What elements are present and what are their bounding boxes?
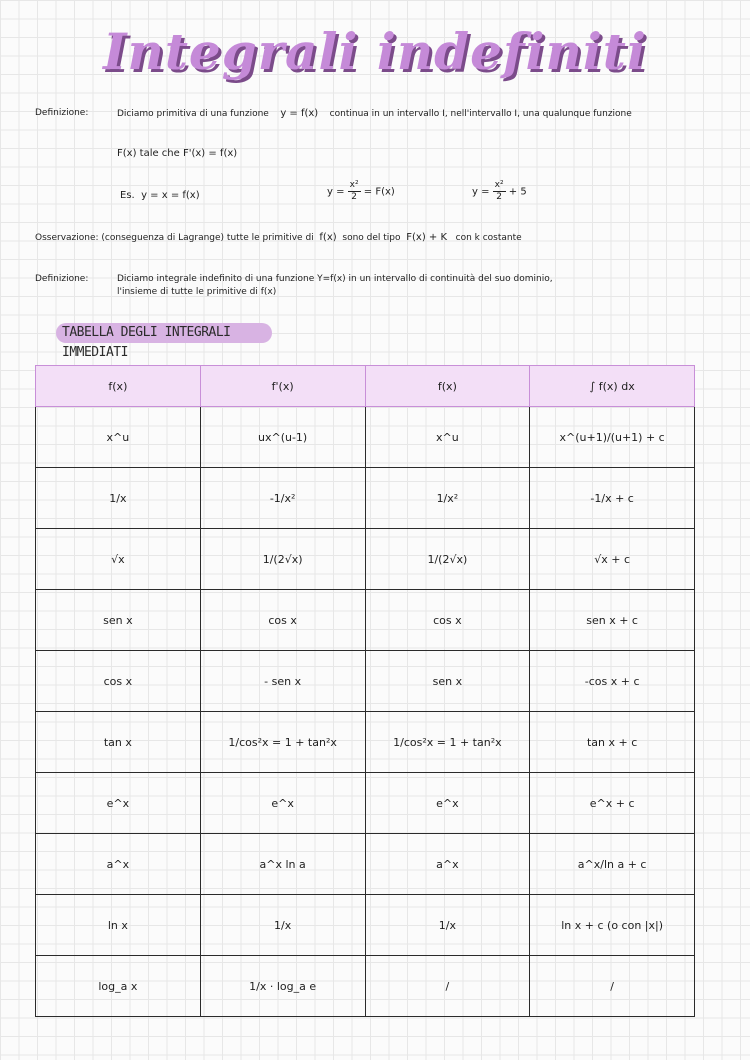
table-cell: 1/cos²x = 1 + tan²x — [365, 712, 530, 773]
table-cell: sen x + c — [530, 590, 695, 651]
table-cell: a^x ln a — [200, 834, 365, 895]
table-cell: 1/x — [365, 895, 530, 956]
header-fx-2: f(x) — [365, 366, 530, 407]
table-cell: e^x — [200, 773, 365, 834]
table-cell: tan x — [36, 712, 201, 773]
table-cell: / — [365, 956, 530, 1017]
integrals-table — [35, 365, 695, 1017]
table-cell: ux^(u-1) — [200, 407, 365, 468]
table-cell: - sen x — [200, 651, 365, 712]
table-row — [36, 895, 695, 956]
observation: Osservazione: (conseguenza di Lagrange) tutte le primitive di f(x) sono del tipo F(x) + K con k costante — [35, 232, 522, 243]
table-cell: a^x — [36, 834, 201, 895]
table-header-row — [36, 366, 695, 407]
table-cell: x^u — [365, 407, 530, 468]
header-derivative: f'(x) — [200, 366, 365, 407]
table-cell: cos x — [36, 651, 201, 712]
table-cell: tan x + c — [530, 712, 695, 773]
table-cell: sen x — [365, 651, 530, 712]
table-cell: 1/(2√x) — [365, 529, 530, 590]
table-cell: cos x — [365, 590, 530, 651]
table-row — [36, 773, 695, 834]
table-cell: 1/cos²x = 1 + tan²x — [200, 712, 365, 773]
table-cell: sen x — [36, 590, 201, 651]
table-row — [36, 834, 695, 895]
definition-2-line2: l'insieme di tutte le primitive di f(x) — [117, 287, 277, 297]
table-cell: log_a x — [36, 956, 201, 1017]
table-row — [36, 590, 695, 651]
table-cell: 1/x — [200, 895, 365, 956]
table-cell: / — [530, 956, 695, 1017]
table-cell: -cos x + c — [530, 651, 695, 712]
table-cell: a^x — [365, 834, 530, 895]
table-cell: e^x — [365, 773, 530, 834]
table-cell: x^u — [36, 407, 201, 468]
table-title: TABELLA DEGLI INTEGRALI IMMEDIATI — [56, 323, 272, 343]
example-2: y = $\frac{\text{x²}}{2}$ = F(x) — [327, 180, 395, 202]
definition-2-line1: Diciamo integrale indefinito di una funzione Y=f(x) in un intervallo di continuità del suo dominio, — [117, 274, 553, 284]
definition-text: Diciamo primitiva di una funzione y = f(x) continua in un intervallo I, nell'intervallo I, una qualunque funzione — [117, 108, 632, 119]
header-integral: ∫ f(x) dx — [530, 366, 695, 407]
table-row — [36, 712, 695, 773]
table-cell: 1/x · log_a e — [200, 956, 365, 1017]
table-row — [36, 407, 695, 468]
definition-formula: F(x) tale che F'(x) = f(x) — [117, 148, 238, 159]
definition-2-label: Definizione: — [35, 274, 89, 284]
table-cell: e^x — [36, 773, 201, 834]
table-cell: √x + c — [530, 529, 695, 590]
example-1: Es. y = x = f(x) — [120, 190, 200, 201]
table-cell: 1/x² — [365, 468, 530, 529]
table-row — [36, 651, 695, 712]
table-cell: √x — [36, 529, 201, 590]
table-row — [36, 468, 695, 529]
table-cell: 1/x — [36, 468, 201, 529]
table-cell: -1/x² — [200, 468, 365, 529]
table-cell: x^(u+1)/(u+1) + c — [530, 407, 695, 468]
table-cell: e^x + c — [530, 773, 695, 834]
page-title: Integrali indefiniti — [103, 22, 647, 81]
table-row — [36, 956, 695, 1017]
table-cell: 1/(2√x) — [200, 529, 365, 590]
table-cell: a^x/ln a + c — [530, 834, 695, 895]
header-fx: f(x) — [36, 366, 201, 407]
table-cell: ln x + c (o con |x|) — [530, 895, 695, 956]
definition-label: Definizione: — [35, 108, 89, 118]
example-3: y = $\frac{\text{x²}}{2}$ + 5 — [472, 180, 527, 202]
table-cell: ln x — [36, 895, 201, 956]
table-cell: -1/x + c — [530, 468, 695, 529]
table-row — [36, 529, 695, 590]
table-cell: cos x — [200, 590, 365, 651]
